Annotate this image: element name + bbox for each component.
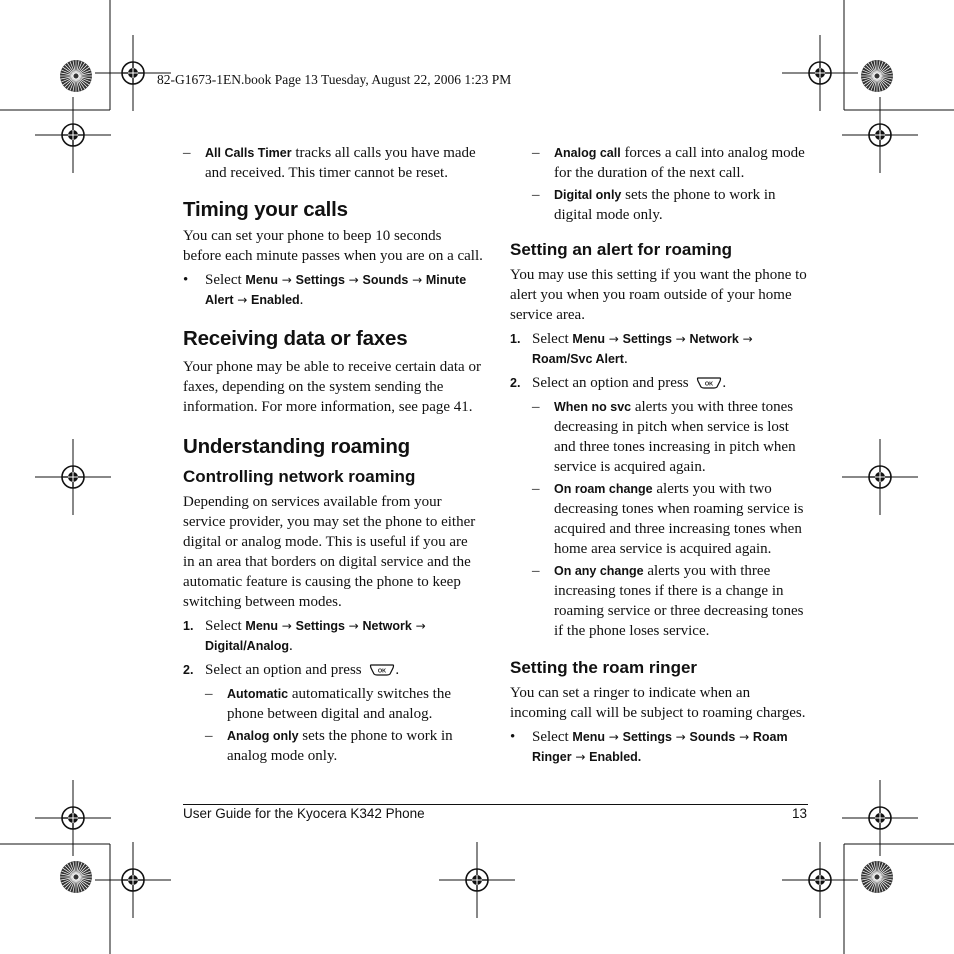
period: . (623, 351, 628, 367)
dash-marker: – (532, 145, 540, 161)
menu-path-menu: Menu (245, 273, 279, 287)
network-roaming-body: Depending on services available from your service provider, you may set the phone to either digital or analog mode. This is useful if you are in an area that borders on digital service and the automatic feature is causing the phone to keep switching between modes. (183, 494, 476, 610)
network-step-1 (183, 616, 483, 656)
timing-heading: Timing your calls (183, 198, 348, 221)
period: . (722, 375, 727, 391)
timing-body: You can set your phone to beep 10 seconds before each minute passes when you are on a call. (183, 228, 483, 264)
arrow-icon: → (415, 619, 426, 633)
roam-ringer-body: You can set a ringer to indicate when an incoming call will be subject to roaming charges. (510, 685, 806, 721)
analog-call-text: forces a call into analog mode for the duration of the next call. (554, 145, 805, 181)
menu-path-settings: Settings (622, 730, 672, 744)
network-roaming-subheading: Controlling network roaming (183, 467, 416, 486)
period: . (299, 292, 304, 308)
menu-path-settings: Settings (295, 273, 345, 287)
arrow-icon: → (575, 750, 586, 764)
option-analog-only (205, 726, 483, 766)
step-text: Select an option and press (532, 375, 689, 391)
menu-path-minute-alert: Minute Alert (205, 273, 467, 307)
when-no-svc-text: alerts you with three tones decreasing in pitch when service is lost and three tones increasing in pitch when service is acquired again. (554, 399, 796, 475)
right-column (510, 140, 810, 767)
option-automatic (205, 684, 483, 724)
select-text: Select (532, 729, 573, 745)
menu-path-network: Network (362, 619, 412, 633)
svg-text:OK: OK (705, 381, 714, 388)
dash-marker: – (183, 145, 191, 161)
on-any-change-text: alerts you with three increasing tones if there is a change in roaming service or three decreasing tones if the phone loses service. (554, 563, 804, 639)
roam-ringer-step (510, 727, 810, 767)
dash-marker: – (532, 187, 540, 203)
automatic-term: Automatic (227, 687, 289, 701)
dash-marker: – (205, 728, 213, 744)
book-file-header: 82-G1673-1EN.book Page 13 Tuesday, August 22, 2006 1:23 PM (157, 72, 512, 87)
menu-path-menu: Menu (572, 730, 606, 744)
select-text: Select (205, 272, 246, 288)
left-column (183, 140, 483, 766)
alert-heading: Setting an alert for roaming (510, 240, 732, 259)
menu-path-network: Network (689, 332, 739, 346)
on-roam-change-text: alerts you with two decreasing tones when roaming service is acquired and three increasing tones when home area service is acquired again. (554, 481, 804, 557)
dash-marker: – (532, 399, 540, 415)
arrow-icon: → (608, 332, 619, 346)
period: . (395, 662, 400, 678)
calls-timer-text: tracks all calls you have made and received. This timer cannot be reset. (205, 145, 476, 181)
arrow-icon: → (348, 619, 359, 633)
menu-path-sounds: Sounds (362, 273, 409, 287)
digital-only-text: sets the phone to work in digital mode only. (554, 187, 776, 223)
bullet-marker: • (183, 272, 189, 288)
menu-path-enabled: Enabled (251, 293, 300, 307)
menu-path-roam-ringer: Roam Ringer (532, 730, 788, 764)
step-number: 1. (510, 332, 521, 346)
select-text: Select (532, 331, 573, 347)
menu-path-menu: Menu (245, 619, 279, 633)
analog-call-term: Analog call (554, 146, 621, 160)
bullet-marker: • (510, 729, 516, 745)
analog-only-term: Analog only (227, 729, 299, 743)
footer-rule (183, 804, 808, 805)
roam-ringer-heading: Setting the roam ringer (510, 658, 698, 677)
option-on-roam-change (532, 479, 810, 559)
when-no-svc-term: When no svc (554, 400, 632, 414)
alert-step-2 (510, 373, 810, 393)
timing-step (183, 270, 483, 310)
dash-marker: – (205, 686, 213, 702)
arrow-icon: → (608, 730, 619, 744)
automatic-text: automatically switches the phone between digital and analog. (227, 686, 451, 722)
ok-key-icon (369, 664, 395, 676)
menu-path-settings: Settings (295, 619, 345, 633)
arrow-icon: → (348, 273, 359, 287)
option-on-any-change (532, 561, 810, 641)
option-when-no-svc (532, 397, 810, 477)
select-text: Select (205, 618, 246, 634)
arrow-icon: → (675, 332, 686, 346)
dash-marker: – (532, 481, 540, 497)
arrow-icon: → (412, 273, 423, 287)
menu-path-sounds: Sounds (689, 730, 736, 744)
menu-path-enabled: Enabled. (589, 750, 642, 764)
period: . (289, 638, 293, 654)
data-faxes-body: Your phone may be able to receive certain data or faxes, depending on the system sending the information. For more information, see page 41. (183, 359, 481, 415)
svg-text:OK: OK (378, 668, 387, 675)
arrow-icon: → (281, 619, 292, 633)
dash-marker: – (532, 563, 540, 579)
menu-path-roam-svc-alert: Roam/Svc Alert (532, 352, 624, 366)
step-number: 2. (510, 376, 521, 390)
analog-only-text: sets the phone to work in analog mode only. (227, 728, 453, 764)
arrow-icon: → (739, 730, 750, 744)
on-roam-change-term: On roam change (554, 482, 653, 496)
alert-body: You may use this setting if you want the phone to alert you when you roam outside of your home service area. (510, 267, 807, 323)
arrow-icon: → (237, 293, 248, 307)
calls-timer-item (183, 143, 483, 183)
option-analog-call (532, 143, 810, 183)
calls-timer-term: All Calls Timer (205, 146, 292, 160)
step-text: Select an option and press (205, 662, 362, 678)
arrow-icon: → (281, 273, 292, 287)
page-number: 13 (792, 806, 808, 821)
digital-only-term: Digital only (554, 188, 622, 202)
network-step-2 (183, 660, 483, 680)
menu-path-digital-analog: Digital/Analog (205, 639, 290, 653)
footer-title: User Guide for the Kyocera K342 Phone (183, 806, 425, 821)
data-faxes-heading: Receiving data or faxes (183, 327, 408, 350)
menu-path-settings: Settings (622, 332, 672, 346)
step-number: 1. (183, 619, 194, 633)
option-digital-only (532, 185, 810, 225)
arrow-icon: → (742, 332, 753, 346)
ok-key-icon (696, 377, 722, 389)
step-number: 2. (183, 663, 194, 677)
alert-step-1 (510, 329, 810, 369)
on-any-change-term: On any change (554, 564, 644, 578)
arrow-icon: → (675, 730, 686, 744)
roaming-heading: Understanding roaming (183, 435, 411, 458)
menu-path-menu: Menu (572, 332, 606, 346)
